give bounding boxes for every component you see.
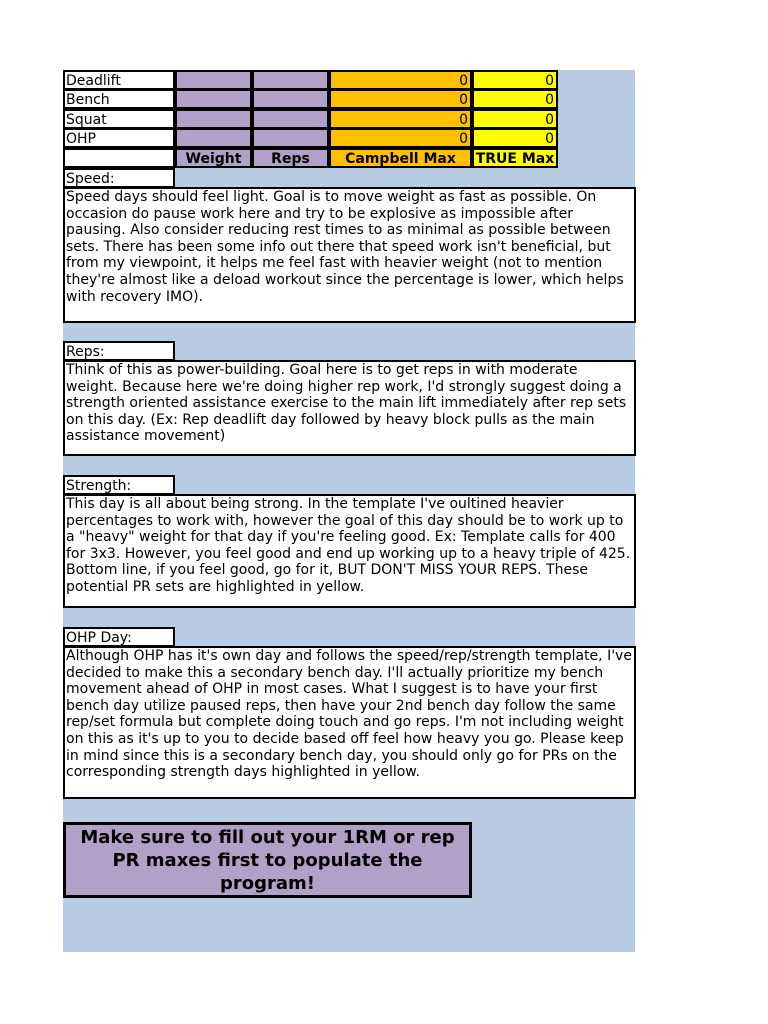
lift-label-deadlift: Deadlift — [63, 70, 175, 90]
strength-description: This day is all about being strong. In the template I've oultined heavier percentages to work with, however the goal of this day should be to work up to a "heavy" weight for that day if you're feeling good. Ex: Template calls for 400 for 3x3. However, you feel good and end up working up to a heavy triple of 425. Bottom line, if you feel good, go for it, BUT DON'T MISS YOUR REPS. These potential PR sets are highlighted in yellow. — [63, 494, 636, 608]
true-max-squat: 0 — [472, 109, 558, 129]
campbell-max-bench: 0 — [329, 89, 472, 109]
reps-input-bench[interactable] — [252, 89, 329, 109]
weight-input-bench[interactable] — [175, 89, 252, 109]
header-campbell-max: Campbell Max — [329, 148, 472, 168]
weight-input-deadlift[interactable] — [175, 70, 252, 90]
weight-input-ohp[interactable] — [175, 128, 252, 148]
speed-label: Speed: — [63, 168, 175, 188]
reps-input-deadlift[interactable] — [252, 70, 329, 90]
ohp-day-description: Although OHP has it's own day and follows the speed/rep/strength template, I've decided to make this a secondary bench day. I'll actually prioritize my bench movement ahead of OHP in most cases. What I suggest is to have your first bench day utilize paused reps, then have your 2nd bench day follow the same rep/set formula but complete doing touch and go reps. I'm not including weight on this as it's up to you to decide based off feel how heavy you go. Please keep in mind since this is a secondary bench day, you should only go for PRs on the corresponding strength days highlighted in yellow. — [63, 646, 636, 799]
speed-description: Speed days should feel light. Goal is to move weight as fast as possible. On occasion do pause work here and try to be explosive as impossible after pausing. Also consider reducing rest times to as minimal as possible between sets. There has been some info out there that speed work isn't beneficial, but from my viewpoint, it helps me feel fast with heavier weight (not to mention they're almost like a deload workout since the percentage is lower, which helps with recovery IMO). — [63, 187, 636, 323]
header-true-max: TRUE Max — [472, 148, 558, 168]
campbell-max-squat: 0 — [329, 109, 472, 129]
lift-label-squat: Squat — [63, 109, 175, 129]
lift-label-ohp: OHP — [63, 128, 175, 148]
strength-label: Strength: — [63, 475, 175, 495]
fill-maxes-note — [63, 822, 472, 898]
campbell-max-ohp: 0 — [329, 128, 472, 148]
campbell-max-deadlift: 0 — [329, 70, 472, 90]
header-blank-cell — [63, 148, 175, 168]
lift-label-bench: Bench — [63, 89, 175, 109]
reps-input-ohp[interactable] — [252, 128, 329, 148]
fill-maxes-note-text: Make sure to fill out your 1RM or rep PR maxes first to populate the program! — [80, 826, 455, 894]
reps-label: Reps: — [63, 341, 175, 361]
true-max-ohp: 0 — [472, 128, 558, 148]
ohp-day-label: OHP Day: — [63, 627, 175, 647]
reps-description: Think of this as power-building. Goal here is to get reps in with moderate weight. Because here we're doing higher rep work, I'd strongly suggest doing a strength oriented assistance exercise to the main lift immediately after rep sets on this day. (Ex: Rep deadlift day followed by heavy block pulls as the main assistance movement) — [63, 360, 636, 456]
reps-input-squat[interactable] — [252, 109, 329, 129]
true-max-deadlift: 0 — [472, 70, 558, 90]
header-reps: Reps — [252, 148, 329, 168]
header-weight: Weight — [175, 148, 252, 168]
weight-input-squat[interactable] — [175, 109, 252, 129]
true-max-bench: 0 — [472, 89, 558, 109]
